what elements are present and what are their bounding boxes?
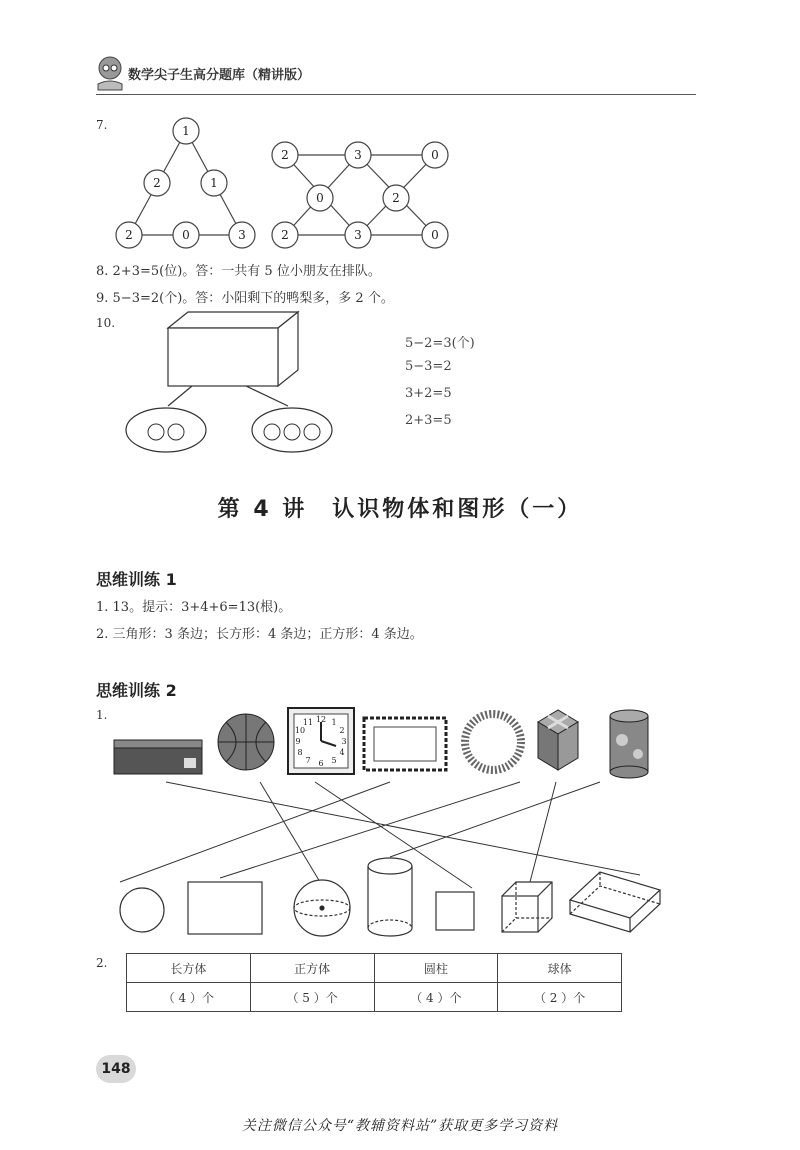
table-header-row bbox=[127, 954, 622, 983]
basketball-icon bbox=[218, 714, 274, 770]
gift-box-icon bbox=[538, 710, 578, 770]
tri-bottom-mid: 0 bbox=[182, 228, 190, 242]
clock-icon bbox=[288, 708, 354, 774]
hex-br: 0 bbox=[431, 228, 439, 242]
clock-number: 3 bbox=[341, 737, 347, 746]
table-header-cell: 长方体 bbox=[127, 954, 251, 983]
table-header-cell: 球体 bbox=[498, 954, 622, 983]
table-cell: （ 5 ）个 bbox=[250, 983, 374, 1012]
q7-figures bbox=[100, 110, 460, 255]
footer-note: 关注微信公众号“教辅资料站”获取更多学习资料 bbox=[241, 1118, 559, 1134]
header-title: 数学尖子生高分题库（精讲版） bbox=[128, 68, 311, 83]
clock-number: 11 bbox=[302, 718, 314, 727]
cylinder-shape bbox=[368, 858, 412, 936]
picture-frame-icon bbox=[364, 718, 446, 770]
training2-q2-number: 2. bbox=[96, 956, 108, 970]
answer-table bbox=[126, 953, 622, 1012]
q8-answer: 8. 2+3=5(位)。答：一共有 5 位小朋友在排队。 bbox=[96, 264, 381, 279]
q7-number: 7. bbox=[96, 118, 108, 132]
q10-eq-4: 2+3=5 bbox=[405, 413, 452, 428]
clock-number: 12 bbox=[315, 715, 327, 724]
hex-tm: 3 bbox=[354, 148, 362, 162]
hex-bm: 3 bbox=[354, 228, 362, 242]
clock-number: 2 bbox=[339, 726, 345, 735]
table-row bbox=[127, 983, 622, 1012]
square-shape bbox=[436, 892, 474, 930]
training1-item-2: 2. 三角形：3 条边；长方形：4 条边；正方形：4 条边。 bbox=[96, 627, 423, 642]
sphere-shape bbox=[294, 880, 350, 936]
mascot-icon bbox=[94, 54, 126, 92]
clock-number: 9 bbox=[295, 737, 301, 746]
tri-bottom-left: 2 bbox=[125, 228, 133, 242]
hex-tr: 0 bbox=[431, 148, 439, 162]
hex-tl: 2 bbox=[281, 148, 289, 162]
header-divider bbox=[96, 94, 696, 95]
q10-eq-2: 5−3=2 bbox=[405, 359, 452, 374]
q10-eq-1: 5−2=3(个) bbox=[405, 336, 475, 351]
can-icon bbox=[610, 710, 648, 778]
training2-title: 思维训练 2 bbox=[96, 681, 177, 700]
matching-figure bbox=[100, 700, 680, 945]
hex-mr: 2 bbox=[392, 191, 400, 205]
clock-number: 4 bbox=[339, 748, 345, 757]
training1-item-1: 1. 13。提示：3+4+6=13(根)。 bbox=[96, 600, 292, 615]
cube-shape bbox=[502, 882, 552, 932]
clock-number: 7 bbox=[305, 756, 311, 765]
clock-number: 5 bbox=[331, 756, 337, 765]
chapter-title: 第 4 讲 认识物体和图形（一） bbox=[217, 497, 583, 522]
hex-bl: 2 bbox=[281, 228, 289, 242]
rectangle-shape bbox=[188, 882, 262, 934]
page-number: 148 bbox=[96, 1055, 136, 1083]
table-header-cell: 圆柱 bbox=[374, 954, 498, 983]
circle-shape bbox=[120, 888, 164, 932]
table-cell: （ 4 ）个 bbox=[374, 983, 498, 1012]
q9-answer: 9. 5−3=2(个)。答：小阳剩下的鸭梨多，多 2 个。 bbox=[96, 291, 394, 306]
tri-mid-right: 1 bbox=[210, 176, 218, 190]
q10-number: 10. bbox=[96, 316, 116, 330]
table-cell: （ 2 ）个 bbox=[498, 983, 622, 1012]
tri-bottom-right: 3 bbox=[238, 228, 246, 242]
tri-top: 1 bbox=[182, 124, 190, 138]
ring-icon bbox=[465, 714, 521, 770]
hex-ml: 0 bbox=[316, 191, 324, 205]
cuboid-shape bbox=[570, 872, 660, 932]
training2-q1-number: 1. bbox=[96, 708, 108, 722]
table-cell: （ 4 ）个 bbox=[127, 983, 251, 1012]
q10-eq-3: 3+2=5 bbox=[405, 386, 452, 401]
table-header-cell: 正方体 bbox=[250, 954, 374, 983]
tri-mid-left: 2 bbox=[153, 176, 161, 190]
clock-number: 8 bbox=[297, 748, 303, 757]
clock-number: 10 bbox=[294, 726, 306, 735]
clock-number: 1 bbox=[331, 718, 337, 727]
clock-number: 6 bbox=[318, 759, 324, 768]
battery-box-icon bbox=[114, 740, 202, 774]
q10-diagram bbox=[120, 308, 360, 458]
training1-title: 思维训练 1 bbox=[96, 570, 177, 589]
